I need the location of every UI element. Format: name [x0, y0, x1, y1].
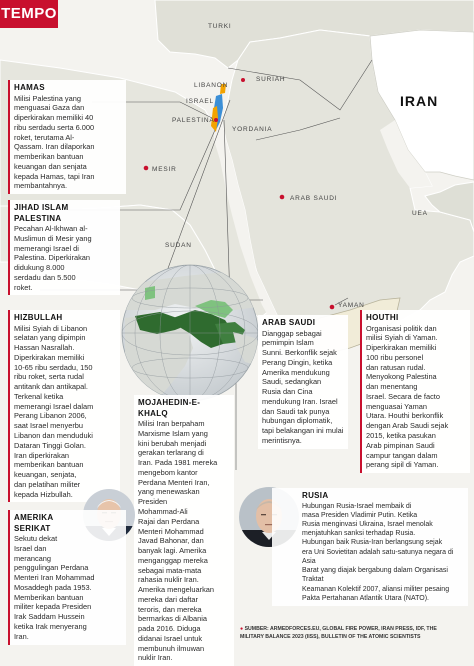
label-israel: ISRAEL: [186, 98, 214, 105]
label-mesir: MESIR: [152, 166, 177, 173]
jihad-title: JIHAD ISLAM PALESTINA: [14, 203, 69, 223]
info-box-amerika-serikat: [8, 510, 126, 645]
houthi-title: HOUTHI: [366, 313, 399, 322]
hizbullah-title: HIZBULLAH: [14, 313, 63, 322]
info-box-hamas: [8, 80, 126, 194]
label-turki: TURKI: [208, 23, 232, 30]
info-box-jihad-islam: [8, 200, 120, 295]
amerika-title: AMERIKA SERIKAT: [14, 513, 54, 533]
rusia-title: RUSIA: [302, 491, 329, 500]
label-yordania: YORDANIA: [232, 126, 273, 133]
hamas-text: Milisi Palestina yang menguasai Gaza dan diperkirakan memiliki 40 ribu serdadu serta 6.000 roket, terutama Al- Qassam. Iran dilaporkan memberikan bantuan keuangan dan senjata kepada Hamas, tapi Iran membantahnya.: [14, 93, 95, 191]
jihad-text: Pecahan Al-Ikhwan al- Muslimun di Mesir yang memerangi Israel di Palestina. Diperkirakan didukung 8.000 serdadu dan 5.500 roket.: [14, 224, 92, 292]
source-text: SUMBER: ARMEDFORCES.EU, GLOBAL FIRE POWER, IRAN PRESS, IDF, THE MILITARY BALANCE 2023 (IISS), BULLETIN OF THE ATOMIC SCIENTISTS: [240, 626, 437, 640]
mojahedin-title: MOJAHEDIN-E-KHALQ: [138, 398, 201, 418]
houthi-text: Organisasi politik dan milisi Syiah di Yaman. Diperkirakan memiliki 100 ribu personel dan ratusan rudal. Menyokong Palestina dan menentang Israel. Secara de facto menguasai Yaman Utara. Houthi berkonflik dengan Arab Saudi sejak 2015, ketika pasukan Arab pimpinan Saudi campur tangan dalam perang sipil di Yaman.: [366, 323, 449, 470]
mojahedin-text: Milisi Iran berpaham Marxisme Islam yang kini berubah menjadi gerakan terlarang di Iran. Pada 1981 mereka mengebom kantor Perdana Menteri Iran, yang menewaskan Presiden Mohammad-Ali Rajai dan Perdana Menteri Mohammad Javad Bahonar, dan banyak lagi. Amerika menganggap mereka sebagai mata-mata rahasia nuklir Iran. Amerika mengeluarkan mereka dari daftar teroris, dan mereka bermarkas di Albania pada 2016. Diduga didanai Israel untuk membunuh ilmuwan nuklir Iran.: [138, 419, 218, 663]
info-box-arab-saudi: [258, 315, 348, 449]
label-iran: IRAN: [400, 93, 439, 109]
globe-icon: [115, 258, 265, 408]
rusia-text: Hubungan Rusia-Israel membaik di masa Presiden Vladimir Putin. Ketika Rusia menginvasi Ukraina, Israel menolak menjatuhkan sanksi terhadap Rusia. Hubungan baik Rusia-Iran berlangsung sejak era Uni Sovietitan adalah satu-satunya negara di Asia Barat yang diajak bergabung dalam Organisasi Traktat Keamanan Kolektif 2007, aliansi militer pesaing Pakta Pertahanan Atlantik Utara (NATO).: [302, 502, 454, 602]
info-box-rusia: [272, 488, 468, 606]
tempo-logo: TEMPO: [0, 0, 58, 28]
info-box-mojahedin: [134, 395, 234, 666]
label-sudan: SUDAN: [165, 242, 192, 249]
label-yaman: YAMAN: [338, 302, 365, 309]
label-palestina: PALESTINA: [172, 117, 215, 124]
label-suriah: SURIAH: [256, 76, 286, 83]
info-box-hizbullah: [8, 310, 120, 502]
arab-saudi-title: ARAB SAUDI: [262, 318, 316, 327]
amerika-text: Sekutu dekat Israel dan merancang penggulingan Perdana Menteri Iran Mohammad Mosaddegh pada 1953. Memberikan bantuan militer kepada Presiden Irak Saddam Hussein ketika Irak menyerang Iran.: [14, 534, 95, 641]
info-box-houthi: [360, 310, 470, 473]
hamas-title: HAMAS: [14, 83, 45, 92]
label-uea: UEA: [412, 210, 428, 217]
label-arab-saudi: ARAB SAUDI: [290, 195, 338, 202]
source-note: [240, 626, 468, 641]
label-libanon: LIBANON: [194, 82, 229, 89]
arab-saudi-text: Dianggap sebagai pemimpin Islam Sunni. Berkonflik sejak Perang Dingin, ketika Amerika mendukung Saudi, sedangkan Rusia dan Cina mendukung Iran. Israel dan Saudi tak punya hubungan diplomatik, tapi belakangan ini mulai merintisnya.: [262, 328, 344, 445]
hizbullah-text: Milisi Syiah di Libanon selatan yang dipimpin Hassan Nasrallah. Diperkirakan memiliki 10-65 ribu serdadu, 150 ribu roket, serta rudal antitank dan antikapal. Terkenal ketika memerangi Israel dalam Perang Libanon 2006, saat Israel menyerbu Libanon dan menduduki Dataran Tinggi Golan. Iran diperkirakan memberikan bantuan keuangan, senjata, dan pelatihan militer kepada Hizbullah.: [14, 323, 94, 499]
source-marker-icon: ●: [240, 626, 245, 632]
